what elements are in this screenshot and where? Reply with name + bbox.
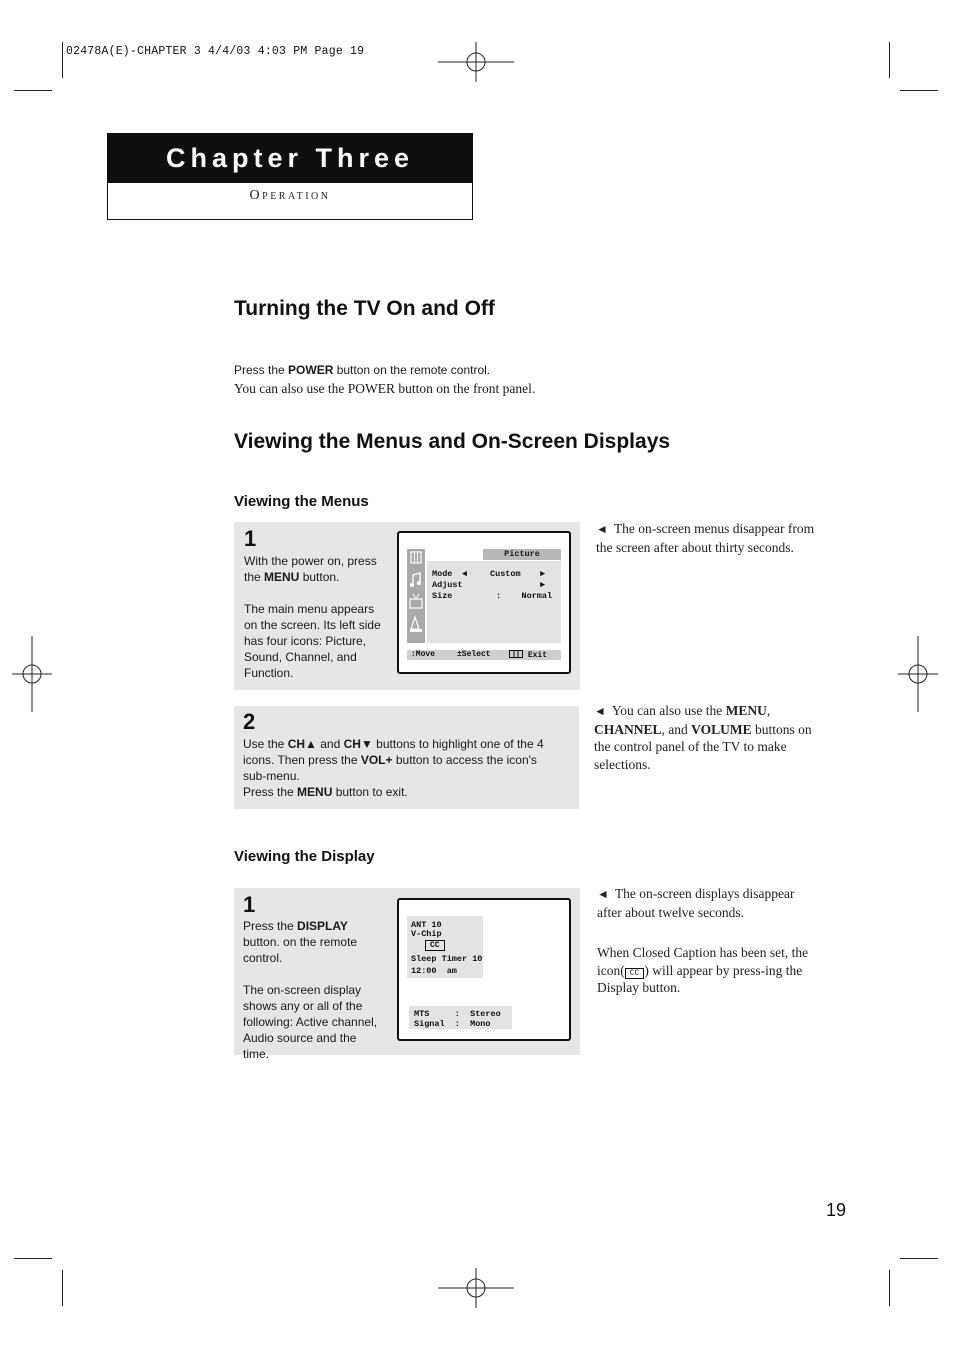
menu-header: Picture xyxy=(483,549,561,560)
note-arrow-icon: ◄ xyxy=(594,704,606,718)
arrow-left-icon: ◄ xyxy=(462,569,468,579)
mts-line: MTS : Stereo xyxy=(414,1009,501,1019)
menu-icon-column xyxy=(407,549,425,643)
menu-keyword: MENU xyxy=(297,785,333,799)
channel-keyword: CHANNEL xyxy=(594,721,662,737)
cc-badge xyxy=(425,940,445,951)
text: button to access the icon's sub-menu. xyxy=(243,753,537,783)
menu-keyword: MENU xyxy=(725,703,767,718)
vol-plus-keyword: VOL+ xyxy=(360,753,393,767)
menu-button-icon xyxy=(509,650,523,658)
time-line: 12:00 am xyxy=(411,966,457,976)
note-control-panel xyxy=(594,702,819,773)
chapter-title: Chapter Three xyxy=(107,133,473,183)
section-heading-viewing: Viewing the Menus and On-Screen Displays xyxy=(234,430,671,453)
footer-select: ±Select xyxy=(457,650,491,659)
text: Press the xyxy=(243,919,298,933)
power-instruction xyxy=(234,363,490,377)
registration-mark-icon xyxy=(438,1268,514,1308)
note-arrow-icon: ◄ xyxy=(596,522,608,536)
crop-mark xyxy=(14,1258,52,1259)
text: Use the xyxy=(243,737,288,751)
menu-icons xyxy=(407,549,425,643)
power-keyword: POWER xyxy=(288,363,334,377)
print-slug: 02478A(E)-CHAPTER 3 4/4/03 4:03 PM Page 19 xyxy=(66,45,365,58)
subheading-viewing-display: Viewing the Display xyxy=(234,848,375,865)
step-number: 2 xyxy=(243,709,256,734)
crop-mark xyxy=(889,1270,890,1306)
channel-icon xyxy=(410,599,422,608)
step-text xyxy=(244,553,384,681)
note-display-disappear xyxy=(597,885,822,921)
text: button. xyxy=(299,570,340,584)
crop-mark xyxy=(900,90,938,91)
text: and xyxy=(316,737,344,751)
text: buttons on the control panel of the TV to make selections. xyxy=(594,721,812,772)
menu-row-mode[interactable] xyxy=(432,569,552,580)
row-value: : Normal xyxy=(496,591,553,601)
footer-exit xyxy=(509,650,547,661)
display-keyword: DISPLAY xyxy=(297,919,348,933)
text: , xyxy=(766,703,771,718)
text: The on-screen menus disappear from the screen after about thirty seconds. xyxy=(596,521,815,555)
text: The on-screen displays disappear after about twelve seconds. xyxy=(597,886,795,920)
note-menus-disappear xyxy=(596,520,821,556)
tv-screen-display xyxy=(397,898,571,1041)
text: button to exit. xyxy=(332,785,408,799)
text: You can also use the xyxy=(611,703,726,718)
note-arrow-icon: ◄ xyxy=(597,887,609,901)
cc-icon: CC xyxy=(625,968,645,979)
text: button. on the remote control. xyxy=(243,935,358,965)
cc-icon: CC xyxy=(425,940,445,951)
tv-screen-menu xyxy=(397,531,571,674)
subheading-viewing-menus: Viewing the Menus xyxy=(234,493,369,510)
registration-mark-icon xyxy=(898,636,938,712)
menu-row-size[interactable] xyxy=(432,591,552,602)
ch-up-keyword: CH▲ xyxy=(287,737,317,751)
vchip-line: V-Chip xyxy=(411,929,442,939)
registration-mark-icon xyxy=(438,42,514,82)
picture-icon xyxy=(411,552,421,563)
footer-move: ↕Move xyxy=(411,650,436,659)
signal-line: Signal : Mono xyxy=(414,1019,491,1029)
note-closed-caption xyxy=(597,944,819,997)
menu-row-adjust[interactable] xyxy=(432,580,552,591)
chapter-subtitle-text: Operation xyxy=(249,188,331,203)
row-label: Size xyxy=(432,591,453,601)
text: The main menu appears on the screen. Its left side has four icons: Picture, Sound, Channel, and Function. xyxy=(244,602,381,680)
crop-mark xyxy=(14,90,52,91)
page-number: 19 xyxy=(826,1200,847,1220)
text: buttons to highlight one of the 4 icons. Then press the xyxy=(243,737,544,767)
text: With the power on, press the xyxy=(244,554,377,584)
crop-mark xyxy=(889,42,890,78)
step-text xyxy=(243,918,383,1062)
text: Press the xyxy=(243,785,298,799)
footer-exit-label: Exit xyxy=(527,651,548,660)
step-number: 1 xyxy=(244,526,257,551)
row-value: Custom xyxy=(490,569,521,579)
registration-mark-icon xyxy=(12,636,52,712)
arrow-right-icon: ► xyxy=(540,580,546,590)
text: ) will appear by press-ing the Display button. xyxy=(597,962,803,995)
section-heading-turning: Turning the TV On and Off xyxy=(234,297,495,320)
arrow-right-icon: ► xyxy=(540,569,546,579)
step-text xyxy=(243,736,563,800)
text: , and xyxy=(661,721,692,737)
sleep-timer-line: Sleep Timer 10 xyxy=(411,954,483,964)
crop-mark xyxy=(62,1270,63,1306)
text: button on the remote control. xyxy=(333,363,491,377)
menu-keyword: MENU xyxy=(264,570,300,584)
text: The on-screen display shows any or all of the following: Active channel, Audio source and the time. xyxy=(243,983,378,1061)
crop-mark xyxy=(62,42,63,78)
text: Press the xyxy=(234,363,289,377)
row-label: Mode xyxy=(432,569,453,579)
power-front-panel-note: You can also use the POWER button on the front panel. xyxy=(234,381,536,396)
volume-keyword: VOLUME xyxy=(691,721,752,737)
channel-line: ANT 10 xyxy=(411,920,442,930)
function-icon xyxy=(411,617,419,629)
text: When Closed Caption has been set, the icon( xyxy=(597,945,809,978)
ch-down-keyword: CH▼ xyxy=(343,737,373,751)
chapter-subtitle xyxy=(107,188,473,204)
step-number: 1 xyxy=(243,892,256,917)
crop-mark xyxy=(900,1258,938,1259)
row-label: Adjust xyxy=(432,580,463,590)
